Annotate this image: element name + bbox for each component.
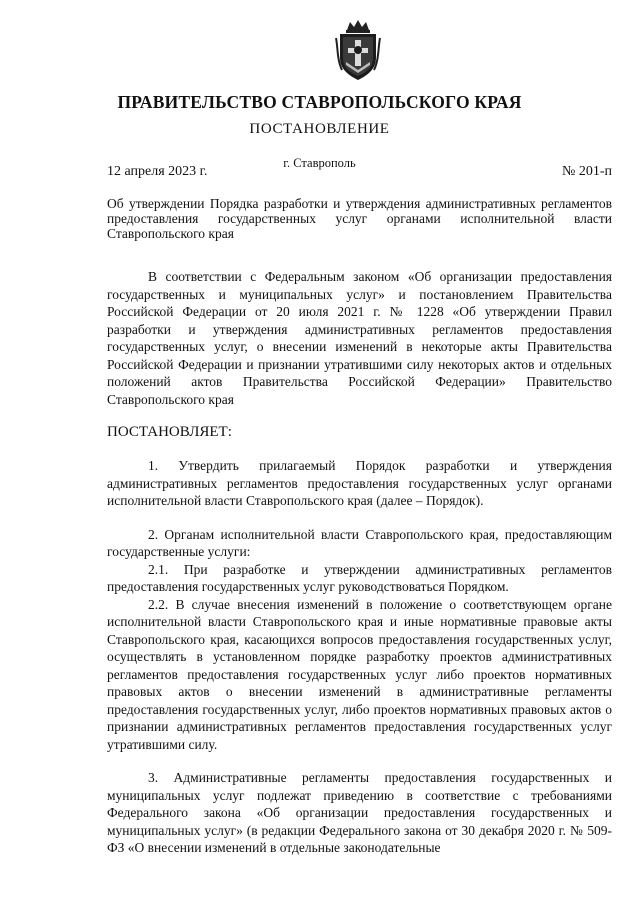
item-2-paragraph: 2. Органам исполнительной власти Ставропольского края, предоставляющим государственные услуги:	[107, 526, 612, 559]
item-3-paragraph: 3. Административные регламенты предоставления государственных и муниципальных услуг подлежат приведению в соответствие с требованиями Федерального закона «Об организации предоставления государственных и муниципальных услуг» (в редакции Федерального закона от 30 декабря 2020 г. № 509-ФЗ «О внесении изменений в отдельные законодательные	[107, 770, 612, 855]
stavropol-coat-of-arms-icon	[334, 18, 382, 82]
document-number: № 201-п	[561, 164, 612, 179]
item-1-paragraph: 1. Утвердить прилагаемый Порядок разработки и утверждения административных регламентов предоставления государственных услуг органами исполнительной власти Ставропольского края (далее – Порядок).	[107, 458, 612, 508]
preamble-paragraph: В соответствии с Федеральным законом «Об организации предоставления государственных и муниципальных услуг» и постановлением Правительства Российской Федерации от 20 июля 2021 г. № 1228 «Об утверждении Правил разработки и утверждения административных регламентов предоставления государственных услуг, о внесении изменений в некоторые акты Правительства Российской Федерации и признании утратившими силу некоторых актов и отдельных положений актов Правительства Российской Федерации» Правительство Ставропольского края	[107, 269, 612, 407]
document-subject: Об утверждении Порядка разработки и утверждения административных регламентов предоставления государственных услуг органами исполнительной власти Ставропольского края	[107, 196, 612, 241]
item-2-2-paragraph: 2.2. В случае внесения изменений в положение о соответствующем органе исполнительной власти Ставропольского края и иные нормативные правовые акты Ставропольского края, касающихся вопросов предоставления государственных услуг, осуществлять в установленном порядке разработку проектов административных регламентов предоставления государственных услуг либо проектов нормативных правовых актов о внесении изменений в административные регламенты предоставления государственных услуг, либо проектов нормативных правовых актов о признании административных регламентов предоставления государственных услуг утратившими силу.	[107, 596, 612, 752]
item-2-1-paragraph: 2.1. При разработке и утверждении административных регламентов предоставления государственных услуг руководствоваться Порядком.	[107, 561, 612, 594]
decrees-heading: ПОСТАНОВЛЯЕТ:	[107, 424, 232, 440]
document-date: 12 апреля 2023 г.	[107, 164, 208, 179]
city-name: г. Ставрополь	[283, 156, 356, 170]
document-body	[107, 268, 612, 857]
document-type: ПОСТАНОВЛЕНИЕ	[249, 121, 390, 137]
government-title: ПРАВИТЕЛЬСТВО СТАВРОПОЛЬСКОГО КРАЯ	[117, 92, 522, 112]
